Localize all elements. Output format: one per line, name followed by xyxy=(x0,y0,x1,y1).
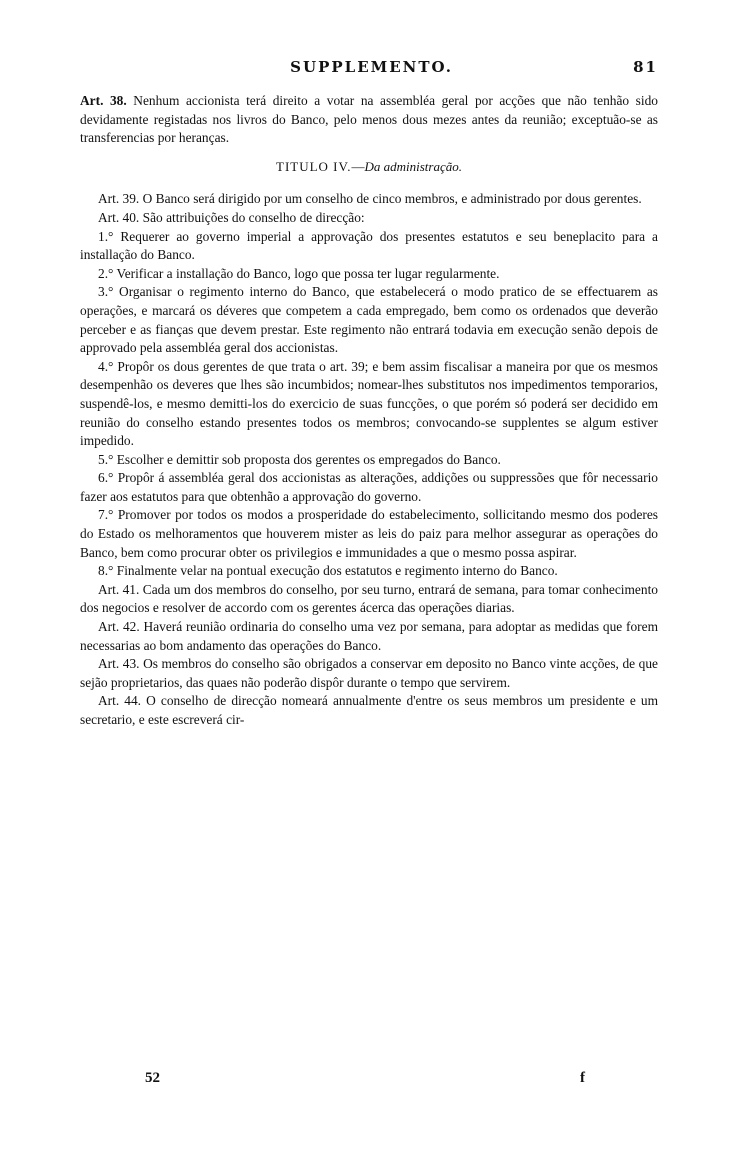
attribution-7: 7.° Promover por todos os modos a prosperidade do estabelecimento, sollicitando mesmo dos poderes do Estado os melhoramentos que houverem mister as leis do paiz para melhor assegurar as operações do Banco, bem como procurar obter os privilegios e immunidades a que o mesmo possa aspirar. xyxy=(80,507,658,560)
page-body xyxy=(80,92,658,730)
running-title: SUPPLEMENTO. xyxy=(290,58,453,76)
article-43-number: Art. 43. xyxy=(98,656,140,672)
article-42 xyxy=(80,618,658,655)
running-head xyxy=(80,58,658,76)
article-40 xyxy=(80,209,658,228)
article-40-number: Art. 40. xyxy=(98,209,140,225)
article-39-text: O Banco será dirigido por um conselho de cinco membros, e administrado por dous gerentes. xyxy=(139,191,642,207)
attribution-6: 6.° Propôr á assembléa geral dos accionistas as alterações, addições ou suppressões que fôr necessario fazer aos estatutos para que obtenhão a approvação do governo. xyxy=(80,470,658,504)
article-43-text: Os membros do conselho são obrigados a conservar em deposito no Banco vinte acções, de que sejão proprietarios, das quaes não poderão dispôr durante o tempo que servirem. xyxy=(80,656,658,690)
signature-number: 52 xyxy=(145,1070,160,1086)
attribution-8: 8.° Finalmente velar na pontual execução dos estatutos e regimento interno do Banco. xyxy=(98,563,558,579)
article-44-number: Art. 44. xyxy=(98,693,142,709)
attribution-4: 4.° Propôr os dous gerentes de que trata o art. 39; e bem assim fiscalisar a maneira por que os mesmos desempenhão os deveres que lhes são incumbidos; nomear-lhes substitutos nos impedimentos temporarios, suspendê-los, e mesmo demitti-los do exercicio de suas funcções, o que porém só poderá ser decidido em reunião do conselho estando presentes todos os membros; convocando-se supplentes se algum estiver impedido. xyxy=(80,358,658,449)
article-41 xyxy=(80,581,658,618)
section-label: TITULO IV. xyxy=(276,158,352,174)
attribution-3: 3.° Organisar o regimento interno do Banco, que estabelecerá o modo pratico de se effectuarem as operações, e marcará os déveres que competem a cada empregado, bem como os ordenados que deverão perceber e as fianças que devem prestar. Este regimento não entrará todavia em execução senão depois de approvado pela assembléa geral dos accionistas. xyxy=(80,284,658,356)
article-39-number: Art. 39. xyxy=(98,191,140,207)
page-number: 81 xyxy=(633,58,658,76)
article-42-number: Art. 42. xyxy=(98,619,140,635)
signature-letter: f xyxy=(580,1070,585,1086)
printer-signature xyxy=(145,1070,585,1087)
section-title: Da administração. xyxy=(364,158,462,174)
article-40-text: São attribuições do conselho de direcção: xyxy=(139,209,365,225)
attribution-5: 5.° Escolher e demittir sob proposta dos gerentes os empregados do Banco. xyxy=(98,451,501,467)
attribution-2: 2.° Verificar a installação do Banco, logo que possa ter lugar regularmente. xyxy=(98,265,500,281)
article-38-text: Nenhum accionista terá direito a votar na assembléa geral por acções que não tenhão sido devidamente registadas nos livros do Banco, pelo menos dous mezes antes da reunião; exceptuão-se as transferencias por heranças. xyxy=(80,93,658,146)
article-41-text: Cada um dos membros do conselho, por seu turno, entrará de semana, para tomar conhecimento dos negocios e resolver de accordo com os gerentes ácerca das operações diarias. xyxy=(80,581,658,616)
article-44-text: O conselho de direcção nomeará annualmente d'entre os seus membros um presidente e um secretario, e este escreverá cir- xyxy=(80,693,658,727)
article-38-number: Art. 38. xyxy=(80,93,127,108)
attribution-1: 1.° Requerer ao governo imperial a approvação dos presentes estatutos e seu beneplacito para a installação do Banco. xyxy=(80,228,658,263)
article-43 xyxy=(80,655,658,692)
article-44 xyxy=(80,692,658,729)
article-41-number: Art. 41. xyxy=(98,581,140,597)
section-heading xyxy=(80,158,658,177)
article-42-text: Haverá reunião ordinaria do conselho uma vez por semana, para adoptar as medidas que forem necessarias ao bom andamento das operações do Banco. xyxy=(80,619,658,653)
section-dash: — xyxy=(351,158,365,174)
article-38 xyxy=(80,92,658,148)
article-39 xyxy=(80,190,658,209)
